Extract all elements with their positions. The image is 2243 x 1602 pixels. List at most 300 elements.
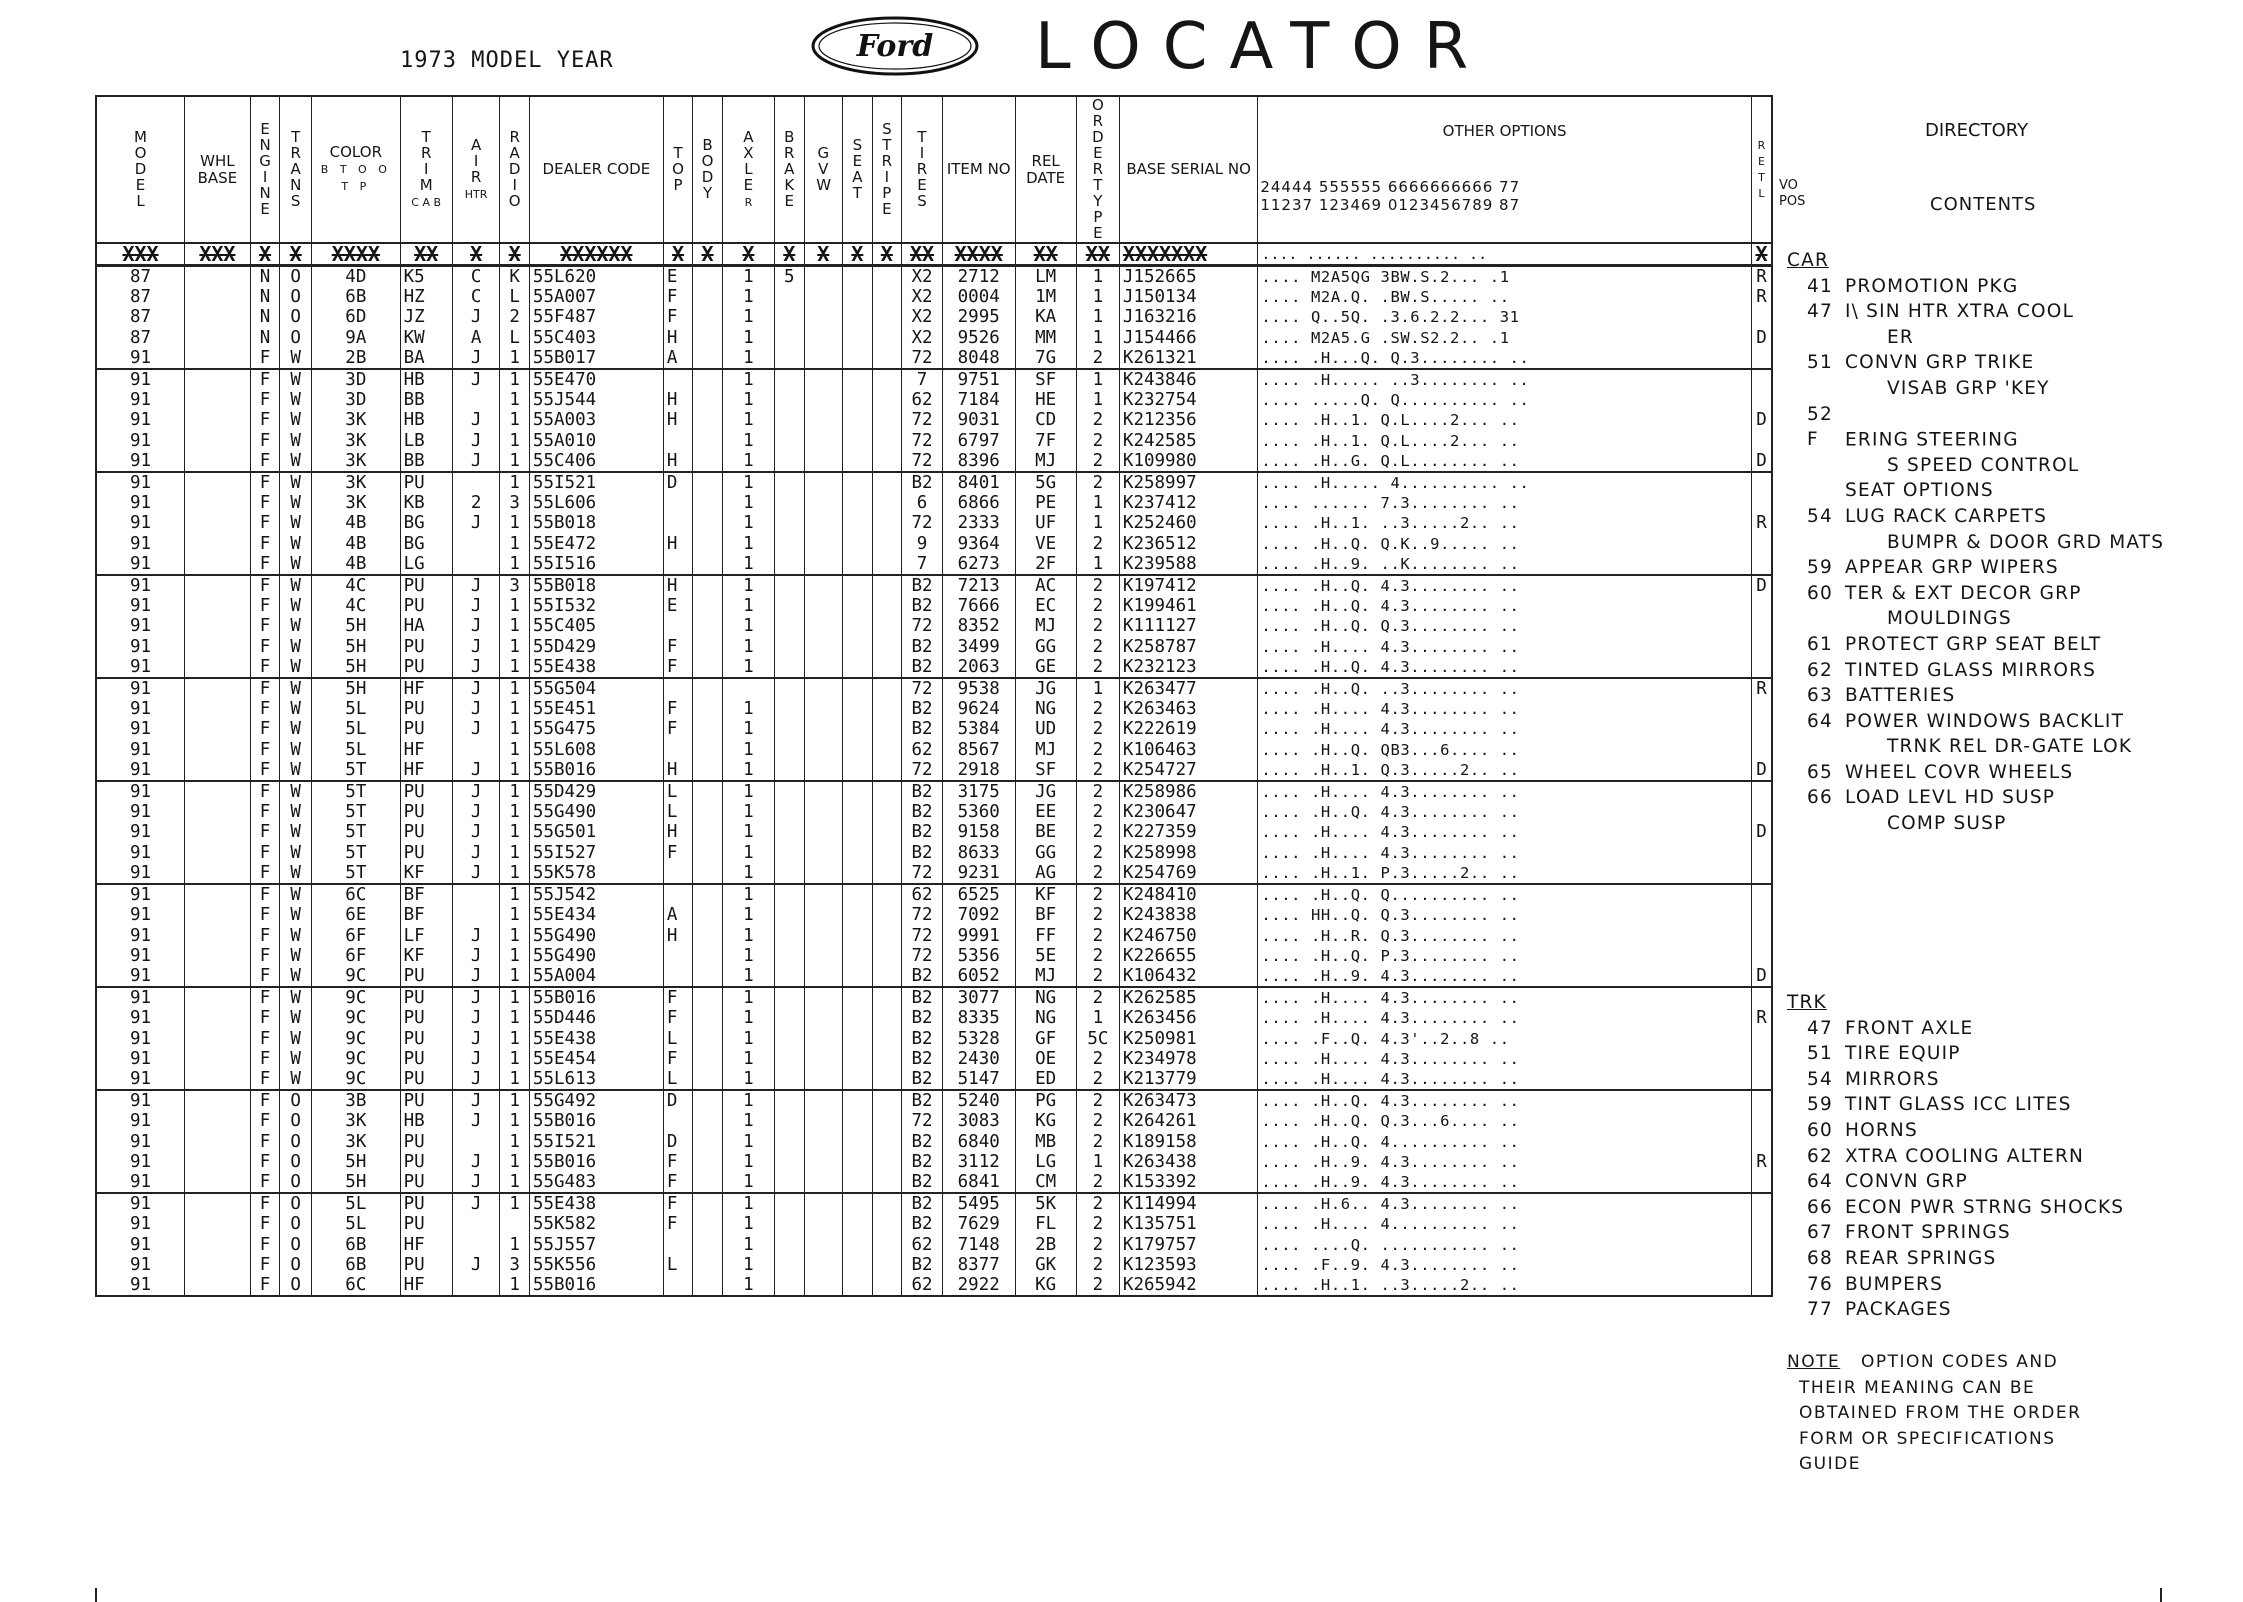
cell-seat xyxy=(843,431,873,451)
cell-other-options: .... HH..Q. Q.3........ .. xyxy=(1258,905,1752,925)
cell-color: 5L xyxy=(312,699,401,719)
cell-rel-date: OE xyxy=(1015,1049,1076,1069)
cell-whl-base xyxy=(185,451,251,472)
cell-color: 5T xyxy=(312,822,401,842)
cell-brake xyxy=(775,493,805,513)
cell-color: 6B xyxy=(312,1235,401,1255)
cell-trans: W xyxy=(280,554,312,575)
cell-whl-base xyxy=(185,740,251,760)
cell-seat xyxy=(843,678,873,699)
cell-order-type: 2 xyxy=(1076,575,1119,596)
table-row xyxy=(96,554,1772,575)
cell-ret xyxy=(1751,863,1772,884)
cell-item-no: 3077 xyxy=(942,987,1015,1008)
cell-rel-date: PG xyxy=(1015,1090,1076,1111)
cell-seat xyxy=(843,781,873,802)
directory-item-number: 76 xyxy=(1807,1273,1833,1295)
cell-item-no: 2333 xyxy=(942,513,1015,533)
cell-gvw xyxy=(804,328,843,348)
cell-trim: PU xyxy=(400,802,452,822)
cell-rel-date: 7G xyxy=(1015,348,1076,369)
cell-tires: B2 xyxy=(902,1132,943,1152)
cell-dealer-code: 55C405 xyxy=(529,616,663,636)
cell-trans: O xyxy=(280,1152,312,1172)
cell-axle: 1 xyxy=(722,390,774,410)
cell-air: J xyxy=(452,596,500,616)
cell-axle: 1 xyxy=(722,451,774,472)
cell-gvw xyxy=(804,1172,843,1193)
cell-axle: 1 xyxy=(722,781,774,802)
cell-trans: W xyxy=(280,348,312,369)
cell-gvw xyxy=(804,884,843,905)
cell-brake xyxy=(775,1029,805,1049)
cell-color: 9A xyxy=(312,328,401,348)
cell-body xyxy=(693,287,723,307)
cell-item-no: 5360 xyxy=(942,802,1015,822)
cell-color: 5L xyxy=(312,1214,401,1234)
x-top: X xyxy=(663,243,693,266)
cell-dealer-code: 55B016 xyxy=(529,760,663,781)
directory-item xyxy=(1787,1118,2227,1144)
table-row xyxy=(96,884,1772,905)
cell-whl-base xyxy=(185,884,251,905)
cell-order-type: 2 xyxy=(1076,863,1119,884)
cell-radio: 1 xyxy=(500,1152,530,1172)
table-row xyxy=(96,822,1772,842)
x-color: XXXX xyxy=(312,243,401,266)
cell-body xyxy=(693,307,723,327)
cell-gvw xyxy=(804,1029,843,1049)
table-row xyxy=(96,1275,1772,1296)
cell-item-no: 8401 xyxy=(942,472,1015,493)
cell-engine: F xyxy=(250,390,280,410)
cell-base-serial: K237412 xyxy=(1119,493,1257,513)
cell-top: F xyxy=(663,699,693,719)
table-row xyxy=(96,946,1772,966)
note-line-4: GUIDE xyxy=(1799,1454,1861,1474)
cell-color: 9C xyxy=(312,1008,401,1028)
cell-trans: W xyxy=(280,657,312,678)
cell-body xyxy=(693,596,723,616)
cell-item-no: 3083 xyxy=(942,1111,1015,1131)
cell-model: 91 xyxy=(96,554,185,575)
cell-body xyxy=(693,1255,723,1275)
cell-stripe xyxy=(872,328,902,348)
cell-model: 91 xyxy=(96,1008,185,1028)
cell-whl-base xyxy=(185,1111,251,1131)
cell-top: H xyxy=(663,390,693,410)
cell-stripe xyxy=(872,863,902,884)
cell-body xyxy=(693,1152,723,1172)
cell-trim: PU xyxy=(400,843,452,863)
cell-brake xyxy=(775,472,805,493)
directory-item-number: 59 xyxy=(1807,1094,1833,1116)
cell-model: 91 xyxy=(96,369,185,390)
cell-rel-date: JG xyxy=(1015,678,1076,699)
cell-air: C xyxy=(452,287,500,307)
cell-seat xyxy=(843,740,873,760)
cell-seat xyxy=(843,884,873,905)
cell-trim: PU xyxy=(400,1090,452,1111)
cell-seat xyxy=(843,616,873,636)
cell-gvw xyxy=(804,472,843,493)
cell-order-type: 1 xyxy=(1076,1152,1119,1172)
cell-order-type: 2 xyxy=(1076,781,1119,802)
cell-axle: 1 xyxy=(722,554,774,575)
cell-base-serial: K248410 xyxy=(1119,884,1257,905)
cell-gvw xyxy=(804,966,843,987)
cell-color: 9C xyxy=(312,1069,401,1090)
cell-engine: F xyxy=(250,1152,280,1172)
cell-base-serial: J154466 xyxy=(1119,328,1257,348)
cell-trim: PU xyxy=(400,1029,452,1049)
cell-engine: F xyxy=(250,410,280,430)
cell-air: J xyxy=(452,410,500,430)
directory-item-text: ECON PWR STRNG SHOCKS xyxy=(1845,1196,2125,1218)
cell-rel-date: ED xyxy=(1015,1069,1076,1090)
cell-brake xyxy=(775,307,805,327)
cell-axle: 1 xyxy=(722,1111,774,1131)
cell-engine: F xyxy=(250,369,280,390)
cell-base-serial: K222619 xyxy=(1119,719,1257,739)
cell-axle: 1 xyxy=(722,1008,774,1028)
cell-model: 91 xyxy=(96,678,185,699)
table-row xyxy=(96,1193,1772,1214)
cell-stripe xyxy=(872,287,902,307)
cell-gvw xyxy=(804,575,843,596)
cell-trim: PU xyxy=(400,596,452,616)
cell-gvw xyxy=(804,431,843,451)
table-row xyxy=(96,863,1772,884)
cell-axle: 1 xyxy=(722,1193,774,1214)
cell-radio: 1 xyxy=(500,822,530,842)
directory-item-text: TIRE EQUIP xyxy=(1845,1043,1961,1065)
cell-other-options: .... .H..Q. QB3...6.... .. xyxy=(1258,740,1752,760)
cell-whl-base xyxy=(185,1214,251,1234)
cell-top: H xyxy=(663,534,693,554)
cell-order-type: 1 xyxy=(1076,266,1119,288)
cell-trans: W xyxy=(280,596,312,616)
cell-model: 91 xyxy=(96,410,185,430)
cell-item-no: 6866 xyxy=(942,493,1015,513)
cell-whl-base xyxy=(185,905,251,925)
cell-radio: 1 xyxy=(500,348,530,369)
cell-radio: 3 xyxy=(500,575,530,596)
cell-trim: BA xyxy=(400,348,452,369)
directory-item-text: ERING STEERING xyxy=(1845,429,2019,451)
cell-gvw xyxy=(804,451,843,472)
cell-body xyxy=(693,822,723,842)
cell-ret xyxy=(1751,1214,1772,1234)
cell-axle: 1 xyxy=(722,1132,774,1152)
directory-item xyxy=(1787,350,2227,376)
cell-trim: PU xyxy=(400,1172,452,1193)
cell-tires: B2 xyxy=(902,719,943,739)
cell-item-no: 5495 xyxy=(942,1193,1015,1214)
cell-stripe xyxy=(872,575,902,596)
cell-dealer-code: 55J542 xyxy=(529,884,663,905)
cell-base-serial: K239588 xyxy=(1119,554,1257,575)
cell-trim: PU xyxy=(400,637,452,657)
cell-color: 6F xyxy=(312,926,401,946)
cell-top xyxy=(663,884,693,905)
ford-logo-text: Ford xyxy=(856,29,934,64)
cell-order-type: 2 xyxy=(1076,1049,1119,1069)
directory-item-number: 66 xyxy=(1807,1196,1833,1218)
cell-body xyxy=(693,616,723,636)
table-row xyxy=(96,1132,1772,1152)
col-ret: R E T L xyxy=(1751,96,1772,243)
cell-model: 91 xyxy=(96,1172,185,1193)
cell-dealer-code: 55I516 xyxy=(529,554,663,575)
cell-order-type: 2 xyxy=(1076,760,1119,781)
cell-color: 6F xyxy=(312,946,401,966)
cell-color: 5L xyxy=(312,1193,401,1214)
cell-axle: 1 xyxy=(722,863,774,884)
directory-note xyxy=(1787,1350,2227,1478)
cell-model: 91 xyxy=(96,843,185,863)
cell-rel-date: 5K xyxy=(1015,1193,1076,1214)
directory-item xyxy=(1787,1016,2227,1042)
cell-tires: X2 xyxy=(902,266,943,288)
margin-tick-right xyxy=(2160,1588,2162,1602)
cell-item-no: 2922 xyxy=(942,1275,1015,1296)
cell-ret: D xyxy=(1751,410,1772,430)
cell-axle: 1 xyxy=(722,822,774,842)
cell-model: 91 xyxy=(96,1193,185,1214)
cell-other-options: .... .....Q. Q.......... .. xyxy=(1258,390,1752,410)
cell-radio: 1 xyxy=(500,513,530,533)
cell-base-serial: K106463 xyxy=(1119,740,1257,760)
cell-rel-date: EC xyxy=(1015,596,1076,616)
cell-dealer-code: 55G490 xyxy=(529,926,663,946)
cell-whl-base xyxy=(185,369,251,390)
cell-trim: HZ xyxy=(400,287,452,307)
cell-item-no: 5356 xyxy=(942,946,1015,966)
directory-item-number: 66 xyxy=(1807,787,1833,809)
table-row xyxy=(96,843,1772,863)
table-row xyxy=(96,802,1772,822)
cell-ret xyxy=(1751,1193,1772,1214)
directory-item-number: 62 xyxy=(1807,1145,1833,1167)
cell-base-serial: K109980 xyxy=(1119,451,1257,472)
cell-order-type: 2 xyxy=(1076,946,1119,966)
cell-body xyxy=(693,1069,723,1090)
cell-radio: 3 xyxy=(500,1255,530,1275)
cell-body xyxy=(693,472,723,493)
cell-dealer-code: 55C406 xyxy=(529,451,663,472)
cell-order-type: 2 xyxy=(1076,987,1119,1008)
cell-order-type: 2 xyxy=(1076,1132,1119,1152)
cell-dealer-code: 55G504 xyxy=(529,678,663,699)
cell-color: 3K xyxy=(312,1132,401,1152)
cell-other-options: .... .H.... 4.3........ .. xyxy=(1258,781,1752,802)
cell-gvw xyxy=(804,390,843,410)
cell-top xyxy=(663,966,693,987)
table-row xyxy=(96,575,1772,596)
cell-air: J xyxy=(452,863,500,884)
directory-item: MOULDINGS xyxy=(1887,608,2012,630)
table-row xyxy=(96,637,1772,657)
cell-color: 9C xyxy=(312,987,401,1008)
cell-axle: 1 xyxy=(722,1255,774,1275)
directory-item xyxy=(1787,274,2227,300)
cell-axle: 1 xyxy=(722,410,774,430)
directory-item: TRNK REL DR-GATE LOK xyxy=(1887,736,2133,758)
cell-seat xyxy=(843,1152,873,1172)
cell-dealer-code: 55J557 xyxy=(529,1235,663,1255)
cell-brake xyxy=(775,884,805,905)
cell-top: F xyxy=(663,1049,693,1069)
cell-order-type: 2 xyxy=(1076,1275,1119,1296)
cell-color: 6D xyxy=(312,307,401,327)
cell-color: 5T xyxy=(312,781,401,802)
cell-seat xyxy=(843,843,873,863)
cell-item-no: 7629 xyxy=(942,1214,1015,1234)
table-row xyxy=(96,1255,1772,1275)
cell-color: 5T xyxy=(312,863,401,884)
cell-brake xyxy=(775,863,805,884)
cell-dealer-code: 55E472 xyxy=(529,534,663,554)
cell-engine: F xyxy=(250,657,280,678)
directory-item-number: 64 xyxy=(1807,1171,1833,1193)
cell-base-serial: K114994 xyxy=(1119,1193,1257,1214)
cell-top xyxy=(663,616,693,636)
cell-gvw xyxy=(804,987,843,1008)
cell-tires: B2 xyxy=(902,781,943,802)
cell-order-type: 2 xyxy=(1076,451,1119,472)
cell-order-type: 2 xyxy=(1076,410,1119,430)
cell-model: 91 xyxy=(96,1029,185,1049)
cell-gvw xyxy=(804,822,843,842)
cell-order-type: 2 xyxy=(1076,822,1119,842)
cell-whl-base xyxy=(185,1255,251,1275)
cell-tires: B2 xyxy=(902,1090,943,1111)
cell-seat xyxy=(843,596,873,616)
cell-stripe xyxy=(872,1111,902,1131)
cell-color: 4C xyxy=(312,575,401,596)
cell-seat xyxy=(843,760,873,781)
cell-engine: F xyxy=(250,575,280,596)
cell-item-no: 9538 xyxy=(942,678,1015,699)
cell-radio: 1 xyxy=(500,987,530,1008)
cell-whl-base xyxy=(185,493,251,513)
cell-whl-base xyxy=(185,554,251,575)
cell-axle: 1 xyxy=(722,1235,774,1255)
cell-ret xyxy=(1751,657,1772,678)
cell-air: C xyxy=(452,266,500,288)
cell-engine: F xyxy=(250,1090,280,1111)
cell-axle: 1 xyxy=(722,287,774,307)
cell-base-serial: K254769 xyxy=(1119,863,1257,884)
cell-brake xyxy=(775,534,805,554)
cell-rel-date: GE xyxy=(1015,657,1076,678)
directory-item: S SPEED CONTROL xyxy=(1887,454,2080,476)
cell-order-type: 2 xyxy=(1076,534,1119,554)
cell-color: 5T xyxy=(312,843,401,863)
cell-rel-date: NG xyxy=(1015,1008,1076,1028)
cell-color: 5H xyxy=(312,678,401,699)
cell-top: F xyxy=(663,657,693,678)
cell-gvw xyxy=(804,1132,843,1152)
cell-seat xyxy=(843,926,873,946)
cell-top: F xyxy=(663,1172,693,1193)
col-body: B O D Y xyxy=(693,96,723,243)
cell-body xyxy=(693,1193,723,1214)
cell-air: J xyxy=(452,348,500,369)
cell-dealer-code: 55A004 xyxy=(529,966,663,987)
cell-ret xyxy=(1751,554,1772,575)
directory-item-text: LUG RACK CARPETS xyxy=(1845,505,2048,527)
cell-trans: O xyxy=(280,328,312,348)
cell-radio: 1 xyxy=(500,390,530,410)
cell-air xyxy=(452,1214,500,1234)
cell-other-options: .... .H..1. ..3.....2.. .. xyxy=(1258,513,1752,533)
cell-gvw xyxy=(804,1193,843,1214)
cell-ret xyxy=(1751,781,1772,802)
x-opts: .... ...... .......... .. xyxy=(1258,243,1752,266)
cell-seat xyxy=(843,534,873,554)
cell-whl-base xyxy=(185,926,251,946)
cell-base-serial: K135751 xyxy=(1119,1214,1257,1234)
cell-order-type: 1 xyxy=(1076,554,1119,575)
cell-item-no: 7092 xyxy=(942,905,1015,925)
cell-engine: F xyxy=(250,740,280,760)
cell-whl-base xyxy=(185,1275,251,1296)
cell-model: 91 xyxy=(96,575,185,596)
cell-dealer-code: 55K578 xyxy=(529,863,663,884)
cell-trim: KW xyxy=(400,328,452,348)
directory-item-number: 51 xyxy=(1807,1043,1833,1065)
cell-brake xyxy=(775,822,805,842)
cell-model: 91 xyxy=(96,760,185,781)
table-row xyxy=(96,369,1772,390)
cell-tires: B2 xyxy=(902,1008,943,1028)
cell-rel-date: NG xyxy=(1015,987,1076,1008)
cell-gvw xyxy=(804,554,843,575)
cell-top: H xyxy=(663,575,693,596)
cell-trans: W xyxy=(280,926,312,946)
cell-model: 91 xyxy=(96,534,185,554)
cell-stripe xyxy=(872,1152,902,1172)
cell-trans: O xyxy=(280,1132,312,1152)
cell-radio: 2 xyxy=(500,307,530,327)
cell-model: 91 xyxy=(96,451,185,472)
cell-trans: W xyxy=(280,863,312,884)
cell-stripe xyxy=(872,843,902,863)
cell-model: 87 xyxy=(96,287,185,307)
cell-other-options: .... .H..9. 4.3........ .. xyxy=(1258,966,1752,987)
cell-color: 3D xyxy=(312,369,401,390)
cell-gvw xyxy=(804,616,843,636)
cell-seat xyxy=(843,266,873,288)
note-line-2: OBTAINED FROM THE ORDER xyxy=(1799,1403,2082,1423)
cell-engine: F xyxy=(250,616,280,636)
directory-item xyxy=(1787,1272,2227,1298)
cell-stripe xyxy=(872,534,902,554)
cell-item-no: 7213 xyxy=(942,575,1015,596)
cell-stripe xyxy=(872,740,902,760)
cell-base-serial: J152665 xyxy=(1119,266,1257,288)
cell-other-options: .... .H..G. Q.L........ .. xyxy=(1258,451,1752,472)
cell-radio: 3 xyxy=(500,493,530,513)
cell-brake xyxy=(775,1090,805,1111)
cell-tires: B2 xyxy=(902,1214,943,1234)
cell-other-options: .... .H..1. Q.L....2... .. xyxy=(1258,431,1752,451)
cell-trans: O xyxy=(280,1090,312,1111)
cell-air xyxy=(452,534,500,554)
cell-top: F xyxy=(663,1152,693,1172)
